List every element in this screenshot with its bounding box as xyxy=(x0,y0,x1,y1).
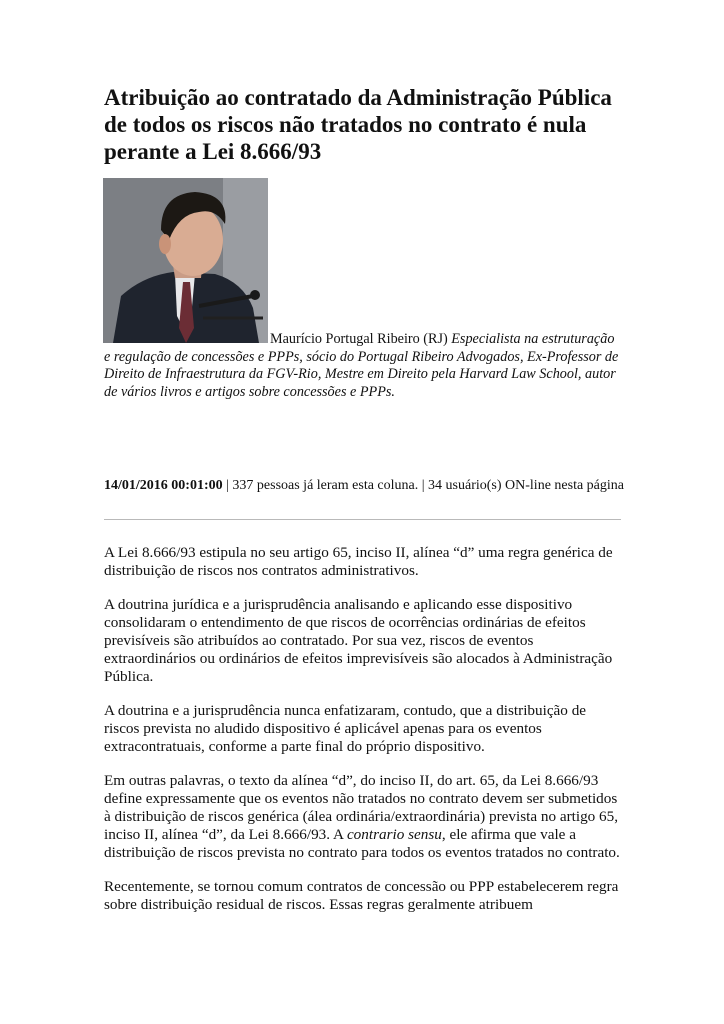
author-name: Maurício Portugal Ribeiro (RJ) xyxy=(270,331,448,347)
paragraph-4-text-end: , ele afirma que vale a distribuição de riscos prevista no contrato para todos os eventos tratados no contrato. xyxy=(104,826,620,861)
paragraph-4-text: Em outras palavras, o texto da alínea “d”, do inciso II, do art. 65, da Lei 8.666/93 define expressamente que os eventos não tratados no contrato devem ser submetidos à distribuição de riscos genérica (álea ordinária/extraordinária) prevista no artigo 65, inciso II, alínea “d”, da Lei 8.666/93. A xyxy=(104,772,619,843)
article-body xyxy=(104,544,624,930)
publish-date: 14/01/2016 00:01:00 xyxy=(104,478,223,493)
paragraph-4-emphasis: contrario sensu xyxy=(346,826,442,843)
divider xyxy=(104,519,621,520)
author-photo xyxy=(103,178,268,343)
paragraph-1: A Lei 8.666/93 estipula no seu artigo 65, inciso II, alínea “d” uma regra genérica de distribuição de riscos nos contratos administrativos. xyxy=(104,544,613,579)
author-byline xyxy=(104,331,624,401)
online-users: | 34 usuário(s) ON-line nesta página xyxy=(421,478,624,493)
paragraph-5: Recentemente, se tornou comum contratos de concessão ou PPP estabelecerem regra sobre distribuição residual de riscos. Essas regras geralmente atribuem xyxy=(104,878,619,913)
readers-count: | 337 pessoas já leram esta coluna. xyxy=(226,478,419,493)
article-meta xyxy=(104,476,624,495)
author-description: Especialista na estruturação e regulação de concessões e PPPs, sócio do Portugal Ribeiro Advogados, Ex-Professor de Direito de Infraestrutura da FGV-Rio, Mestre em Direito pela Harvard Law School, autor de vários livros e artigos sobre concessões e PPPs. xyxy=(104,331,619,400)
paragraph-4 xyxy=(104,772,624,862)
paragraph-2: A doutrina jurídica e a jurisprudência analisando e aplicando esse dispositivo consolidaram o entendimento de que riscos de ocorrências ordinárias de efeitos previsíveis são atribuídos ao contratado. Por sua vez, riscos de eventos extraordinários ou ordinários de efeitos imprevisíveis são alocados à Administração Pública. xyxy=(104,596,613,685)
article-title: Atribuição ao contratado da Administração Pública de todos os riscos não tratados no contrato é nula perante a Lei 8.666/93 xyxy=(104,85,612,164)
paragraph-3: A doutrina e a jurisprudência nunca enfatizaram, contudo, que a distribuição de riscos prevista no aludido dispositivo é aplicável apenas para os eventos extracontratuais, conforme a parte final do próprio dispositivo. xyxy=(104,702,587,755)
